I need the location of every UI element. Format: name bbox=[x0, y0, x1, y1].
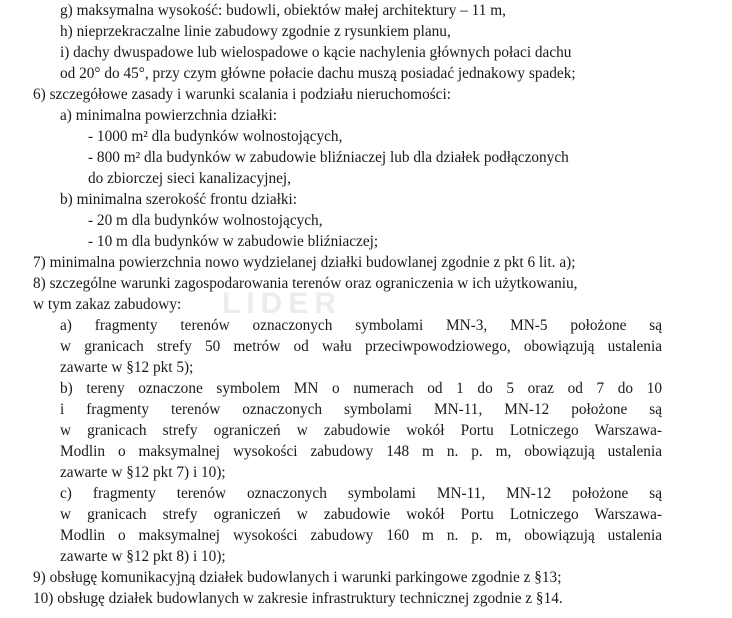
text-line: 9) obsługę komunikacyjną działek budowlanych i warunki parkingowe zgodnie z §13; bbox=[33, 569, 562, 586]
text-line: do zbiorczej sieci kanalizacyjnej, bbox=[88, 170, 292, 187]
text-line: w granicach strefy 50 metrów od wału przeciwpowodziowego, obowiązują ustalenia bbox=[60, 338, 662, 355]
text-line: 10) obsługę działek budowlanych w zakresie infrastruktury technicznej zgodnie z §14. bbox=[33, 590, 563, 607]
text-line: b) tereny oznaczone symbolem MN o numerach od 1 do 5 oraz od 7 do 10 bbox=[60, 380, 662, 397]
text-line: c) fragmenty terenów oznaczonych symbolami MN-11, MN-12 położone są bbox=[60, 485, 662, 502]
text-line: i) dachy dwuspadowe lub wielospadowe o kącie nachylenia głównych połaci dachu bbox=[60, 44, 572, 61]
text-line: - 20 m dla budynków wolnostojących, bbox=[88, 212, 323, 229]
text-line: - 800 m² dla budynków w zabudowie bliźniaczej lub dla działek podłączonych bbox=[88, 149, 569, 166]
text-line: w granicach strefy ograniczeń w zabudowie wokół Portu Lotniczego Warszawa- bbox=[60, 422, 662, 439]
text-line: w granicach strefy ograniczeń w zabudowie wokół Portu Lotniczego Warszawa- bbox=[60, 506, 662, 523]
text-line: zawarte w §12 pkt 5); bbox=[60, 359, 194, 376]
text-line: a) fragmenty terenów oznaczonych symbolami MN-3, MN-5 położone są bbox=[60, 317, 662, 334]
text-line: 6) szczegółowe zasady i warunki scalania i podziału nieruchomości: bbox=[33, 86, 451, 103]
watermark-logo: LIDER bbox=[222, 287, 342, 320]
text-line: g) maksymalna wysokość: budowli, obiektów małej architektury – 11 m, bbox=[60, 2, 506, 19]
text-line: zawarte w §12 pkt 8) i 10); bbox=[60, 548, 226, 565]
text-line: Modlin o maksymalnej wysokości zabudowy 160 m n. p. m, obowiązują ustalenia bbox=[60, 527, 662, 544]
text-line: 7) minimalna powierzchnia nowo wydzielanej działki budowlanej zgodnie z pkt 6 lit. a); bbox=[33, 254, 576, 271]
text-line: zawarte w §12 pkt 7) i 10); bbox=[60, 464, 226, 481]
text-line: i fragmenty terenów oznaczonych symbolami MN-11, MN-12 położone są bbox=[60, 401, 662, 418]
text-line: Modlin o maksymalnej wysokości zabudowy 148 m n. p. m, obowiązują ustalenia bbox=[60, 443, 662, 460]
text-line: - 10 m dla budynków w zabudowie bliźniaczej; bbox=[88, 233, 379, 250]
text-line: h) nieprzekraczalne linie zabudowy zgodnie z rysunkiem planu, bbox=[60, 23, 451, 40]
text-line: od 20° do 45°, przy czym główne połacie dachu muszą posiadać jednakowy spadek; bbox=[60, 65, 576, 82]
text-line: 8) szczególne warunki zagospodarowania terenów oraz ograniczenia w ich użytkowaniu, bbox=[33, 275, 578, 292]
text-line: w tym zakaz zabudowy: bbox=[33, 296, 182, 313]
text-line: a) minimalna powierzchnia działki: bbox=[60, 107, 278, 124]
text-line: b) minimalna szerokość frontu działki: bbox=[60, 191, 298, 208]
text-line: - 1000 m² dla budynków wolnostojących, bbox=[88, 128, 343, 145]
